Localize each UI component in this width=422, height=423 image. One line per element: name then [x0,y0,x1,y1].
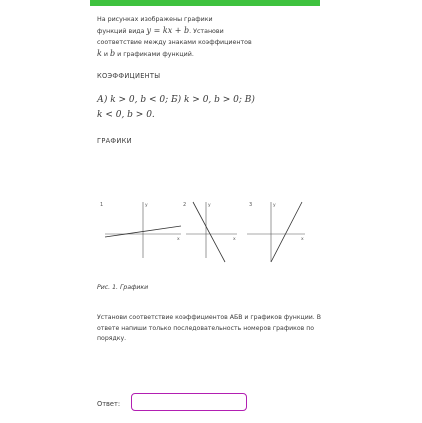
graph-2-line [193,202,225,262]
graphs-heading: ГРАФИКИ [97,137,132,145]
intro-line-4-post: и графиками функций. [115,51,194,58]
graph-3-axis-x-label: x [301,237,304,242]
intro-line-1: На рисунках изображены графики [97,16,213,23]
graph-1-label: 1 [100,202,104,208]
intro-line-2-pre: функций вида [97,28,147,35]
options-line-1: А) k > 0, b < 0; Б) k > 0, b > 0; В) [97,95,255,105]
graph-3-line [271,202,302,262]
task-instruction: Установи соответствие коэффициентов АБВ и графиков функции. В ответе напиши только последовательность номеров графиков по порядку. [97,314,321,342]
options-line-2: k < 0, b > 0. [97,110,155,120]
answer-label: Ответ: [97,400,121,408]
graph-1-axis-y-label: y [145,203,148,208]
figure-caption: Рис. 1. Графики [97,284,149,291]
graph-2-axis-y-label: y [208,203,211,208]
graph-1 [100,202,181,258]
graph-2-label: 2 [183,202,187,208]
graph-2-axis-x-label: x [233,237,236,242]
graph-3-axis-y-label: y [273,203,276,208]
coefficients-heading: КОЭФФИЦИЕНТЫ [97,72,161,80]
intro-line-3: соответствие между знаками коэффициентов [97,39,252,46]
task-intro [97,14,317,60]
formula: y = kx + b [146,26,190,35]
graph-1-axis-x-label: x [177,237,180,242]
graph-3-label: 3 [249,202,253,208]
coef-k: k [97,49,102,58]
intro-line-2-post: . Установи [189,28,224,35]
graphs-figure [97,198,309,268]
graph-2 [183,202,237,262]
answer-input[interactable] [131,393,247,411]
top-accent-bar [90,0,320,6]
coef-b: b [109,49,116,58]
task-content [97,14,317,145]
coefficient-options [97,93,317,123]
graph-3 [247,202,305,262]
intro-line-4-mid: и [101,51,110,58]
